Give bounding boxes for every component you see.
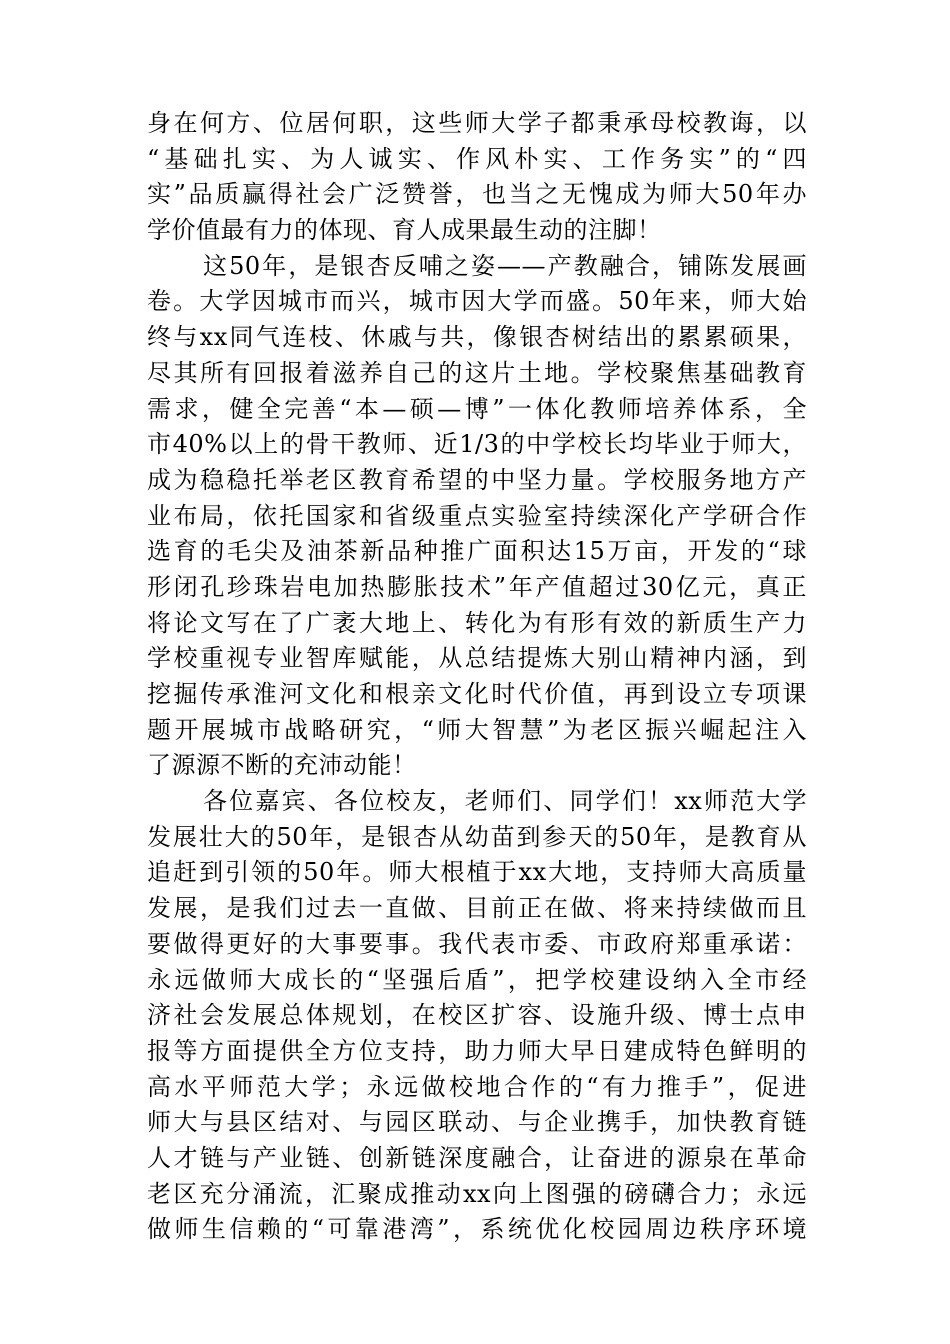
text-line: 卷。大学因城市而兴，城市因大学而盛。50年来，师大始 (147, 287, 807, 316)
text-line: 挖掘传承淮河文化和根亲文化时代价值，再到设立专项课 (147, 680, 807, 708)
text-line: 各位嘉宾、各位校友，老师们、同学们！xx师范大学 (203, 787, 807, 816)
text-line: 济社会发展总体规划，在校区扩容、设施升级、博士点申 (147, 1001, 807, 1030)
text-line: 高水平师范大学；永远做校地合作的“有力推手”，促进 (147, 1072, 807, 1101)
text-line: 实”品质赢得社会广泛赞誉，也当之无愧成为师大50年办 (147, 180, 807, 209)
text-line: 发展壮大的50年，是银杏从幼苗到参天的50年，是教育从 (147, 822, 807, 851)
text-line: 选育的毛尖及油茶新品种推广面积达15万亩，开发的“球 (147, 537, 807, 566)
text-line: 发展，是我们过去一直做、目前正在做、将来持续做而且 (147, 894, 807, 923)
text-line: 题开展城市战略研究，“师大智慧”为老区振兴崛起注入 (147, 715, 807, 744)
text-line: 市40%以上的骨干教师、近1/3的中学校长均毕业于师大， (147, 430, 807, 459)
text-line: 永远做师大成长的“坚强后盾”，把学校建设纳入全市经 (147, 965, 807, 994)
text-line: 要做得更好的大事要事。我代表市委、市政府郑重承诺： (147, 929, 807, 958)
text-line: 业布局，依托国家和省级重点实验室持续深化产学研合作 (147, 501, 807, 530)
text-line: 老区充分涌流，汇聚成推动xx向上图强的磅礴合力；永远 (147, 1179, 807, 1208)
text-line: 人才链与产业链、创新链深度融合，让奋进的源泉在革命 (147, 1143, 807, 1172)
text-line: 需求，健全完善“本—硕—博”一体化教师培养体系，全 (147, 394, 807, 423)
text-line: 终与xx同气连枝、休戚与共，像银杏树结出的累累硕果， (147, 323, 807, 352)
document-body (147, 106, 807, 1248)
text-line: 学校重视专业智库赋能，从总结提炼大别山精神内涵，到 (147, 644, 807, 673)
text-line: 追赶到引领的50年。师大根植于xx大地，支持师大高质量 (147, 858, 807, 887)
text-line: 学价值最有力的体现、育人成果最生动的注脚！ (147, 216, 662, 245)
text-line: 成为稳稳托举老区教育希望的中坚力量。学校服务地方产 (147, 465, 807, 494)
text-line: 了源源不断的充沛动能！ (147, 751, 417, 780)
text-line: 这50年，是银杏反哺之姿——产教融合，铺陈发展画 (203, 251, 807, 280)
text-line: 师大与县区结对、与园区联动、与企业携手，加快教育链 (147, 1108, 807, 1137)
text-line: 报等方面提供全方位支持，助力师大早日建成特色鲜明的 (147, 1036, 807, 1065)
text-line: 将论文写在了广袤大地上、转化为有形有效的新质生产力 (147, 608, 807, 637)
text-line: 做师生信赖的“可靠港湾”，系统优化校园周边秩序环境 (147, 1215, 807, 1244)
text-line: “基础扎实、为人诚实、作风朴实、工作务实”的“四 (147, 144, 807, 173)
text-line: 身在何方、位居何职，这些师大学子都秉承母校教诲，以 (147, 109, 807, 137)
text-line: 尽其所有回报着滋养自己的这片土地。学校聚焦基础教育 (147, 358, 807, 387)
text-line: 形闭孔珍珠岩电加热膨胀技术”年产值超过30亿元，真正 (147, 572, 807, 601)
